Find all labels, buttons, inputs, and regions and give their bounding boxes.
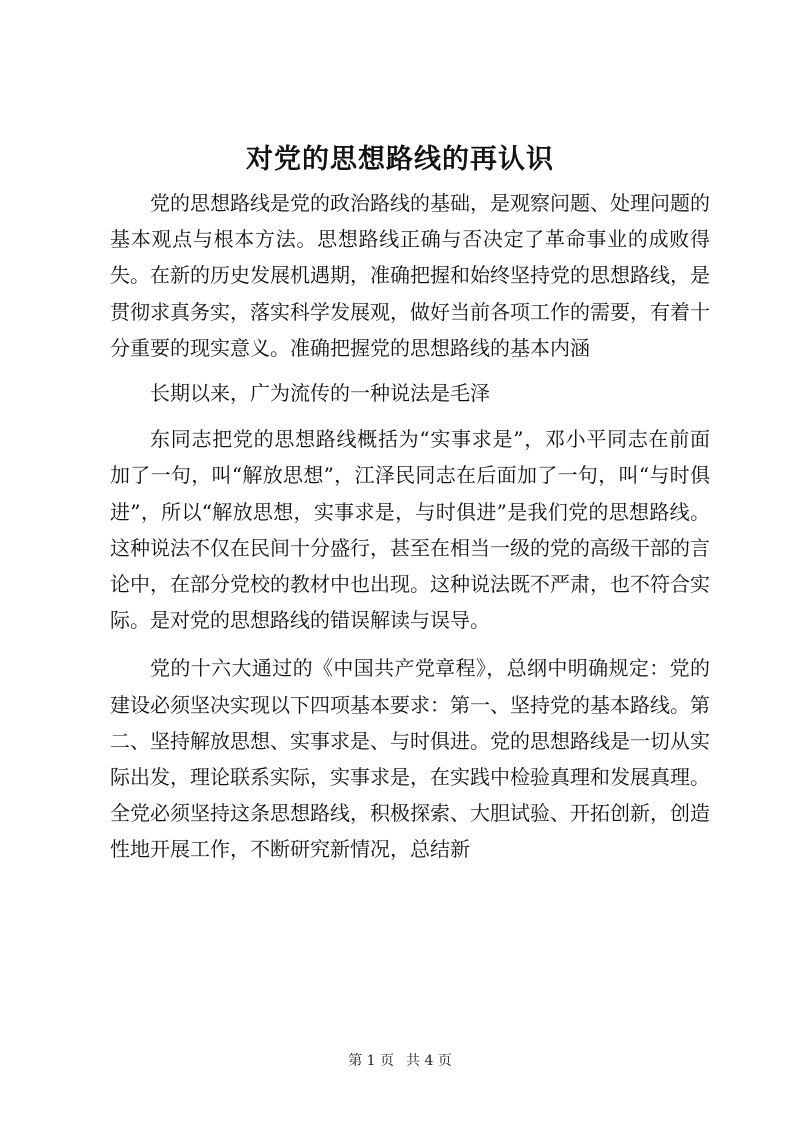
page-number: 第 1 页 (348, 1053, 394, 1069)
paragraph-4: 党的十六大通过的《中国共产党章程》，总纲中明确规定：党的建设必须坚决实现以下四项基本要求：第一、坚持党的基本路线。第二、坚持解放思想、实事求是、与时俱进。党的思想路线是一切从实际出发，理论联系实际，实事求是，在实践中检验真理和发展真理。全党必须坚持这条思想路线，积极探索、大胆试验、开拓创新，创造性地开展工作，不断研究新情况，总结新 (110, 656, 710, 862)
paragraph-2: 长期以来，广为流传的一种说法是毛泽 (150, 381, 490, 406)
paragraph-3: 东同志把党的思想路线概括为“实事求是”，邓小平同志在前面加了一句，叫“解放思想”，江泽民同志在后面加了一句，叫“与时俱进”，所以“解放思想，实事求是，与时俱进”是我们党的思想路线。这种说法不仅在民间十分盛行，甚至在相当一级的党的高级干部的言论中，在部分党校的教材中也出现。这种说法既不严肃，也不符合实际。是对党的思想路线的错误解读与误导。 (110, 427, 710, 633)
paragraph-1: 党的思想路线是党的政治路线的基础，是观察问题、处理问题的基本观点与根本方法。思想路线正确与否决定了革命事业的成败得失。在新的历史发展机遇期，准确把握和始终坚持党的思想路线，是贯彻求真务实，落实科学发展观，做好当前各项工作的需要，有着十分重要的现实意义。准确把握党的思想路线的基本内涵 (110, 191, 710, 360)
document-title: 对党的思想路线的再认识 (246, 144, 554, 175)
document-body (110, 185, 710, 868)
page-footer (0, 1051, 800, 1071)
page-total: 共 4 页 (406, 1053, 452, 1069)
